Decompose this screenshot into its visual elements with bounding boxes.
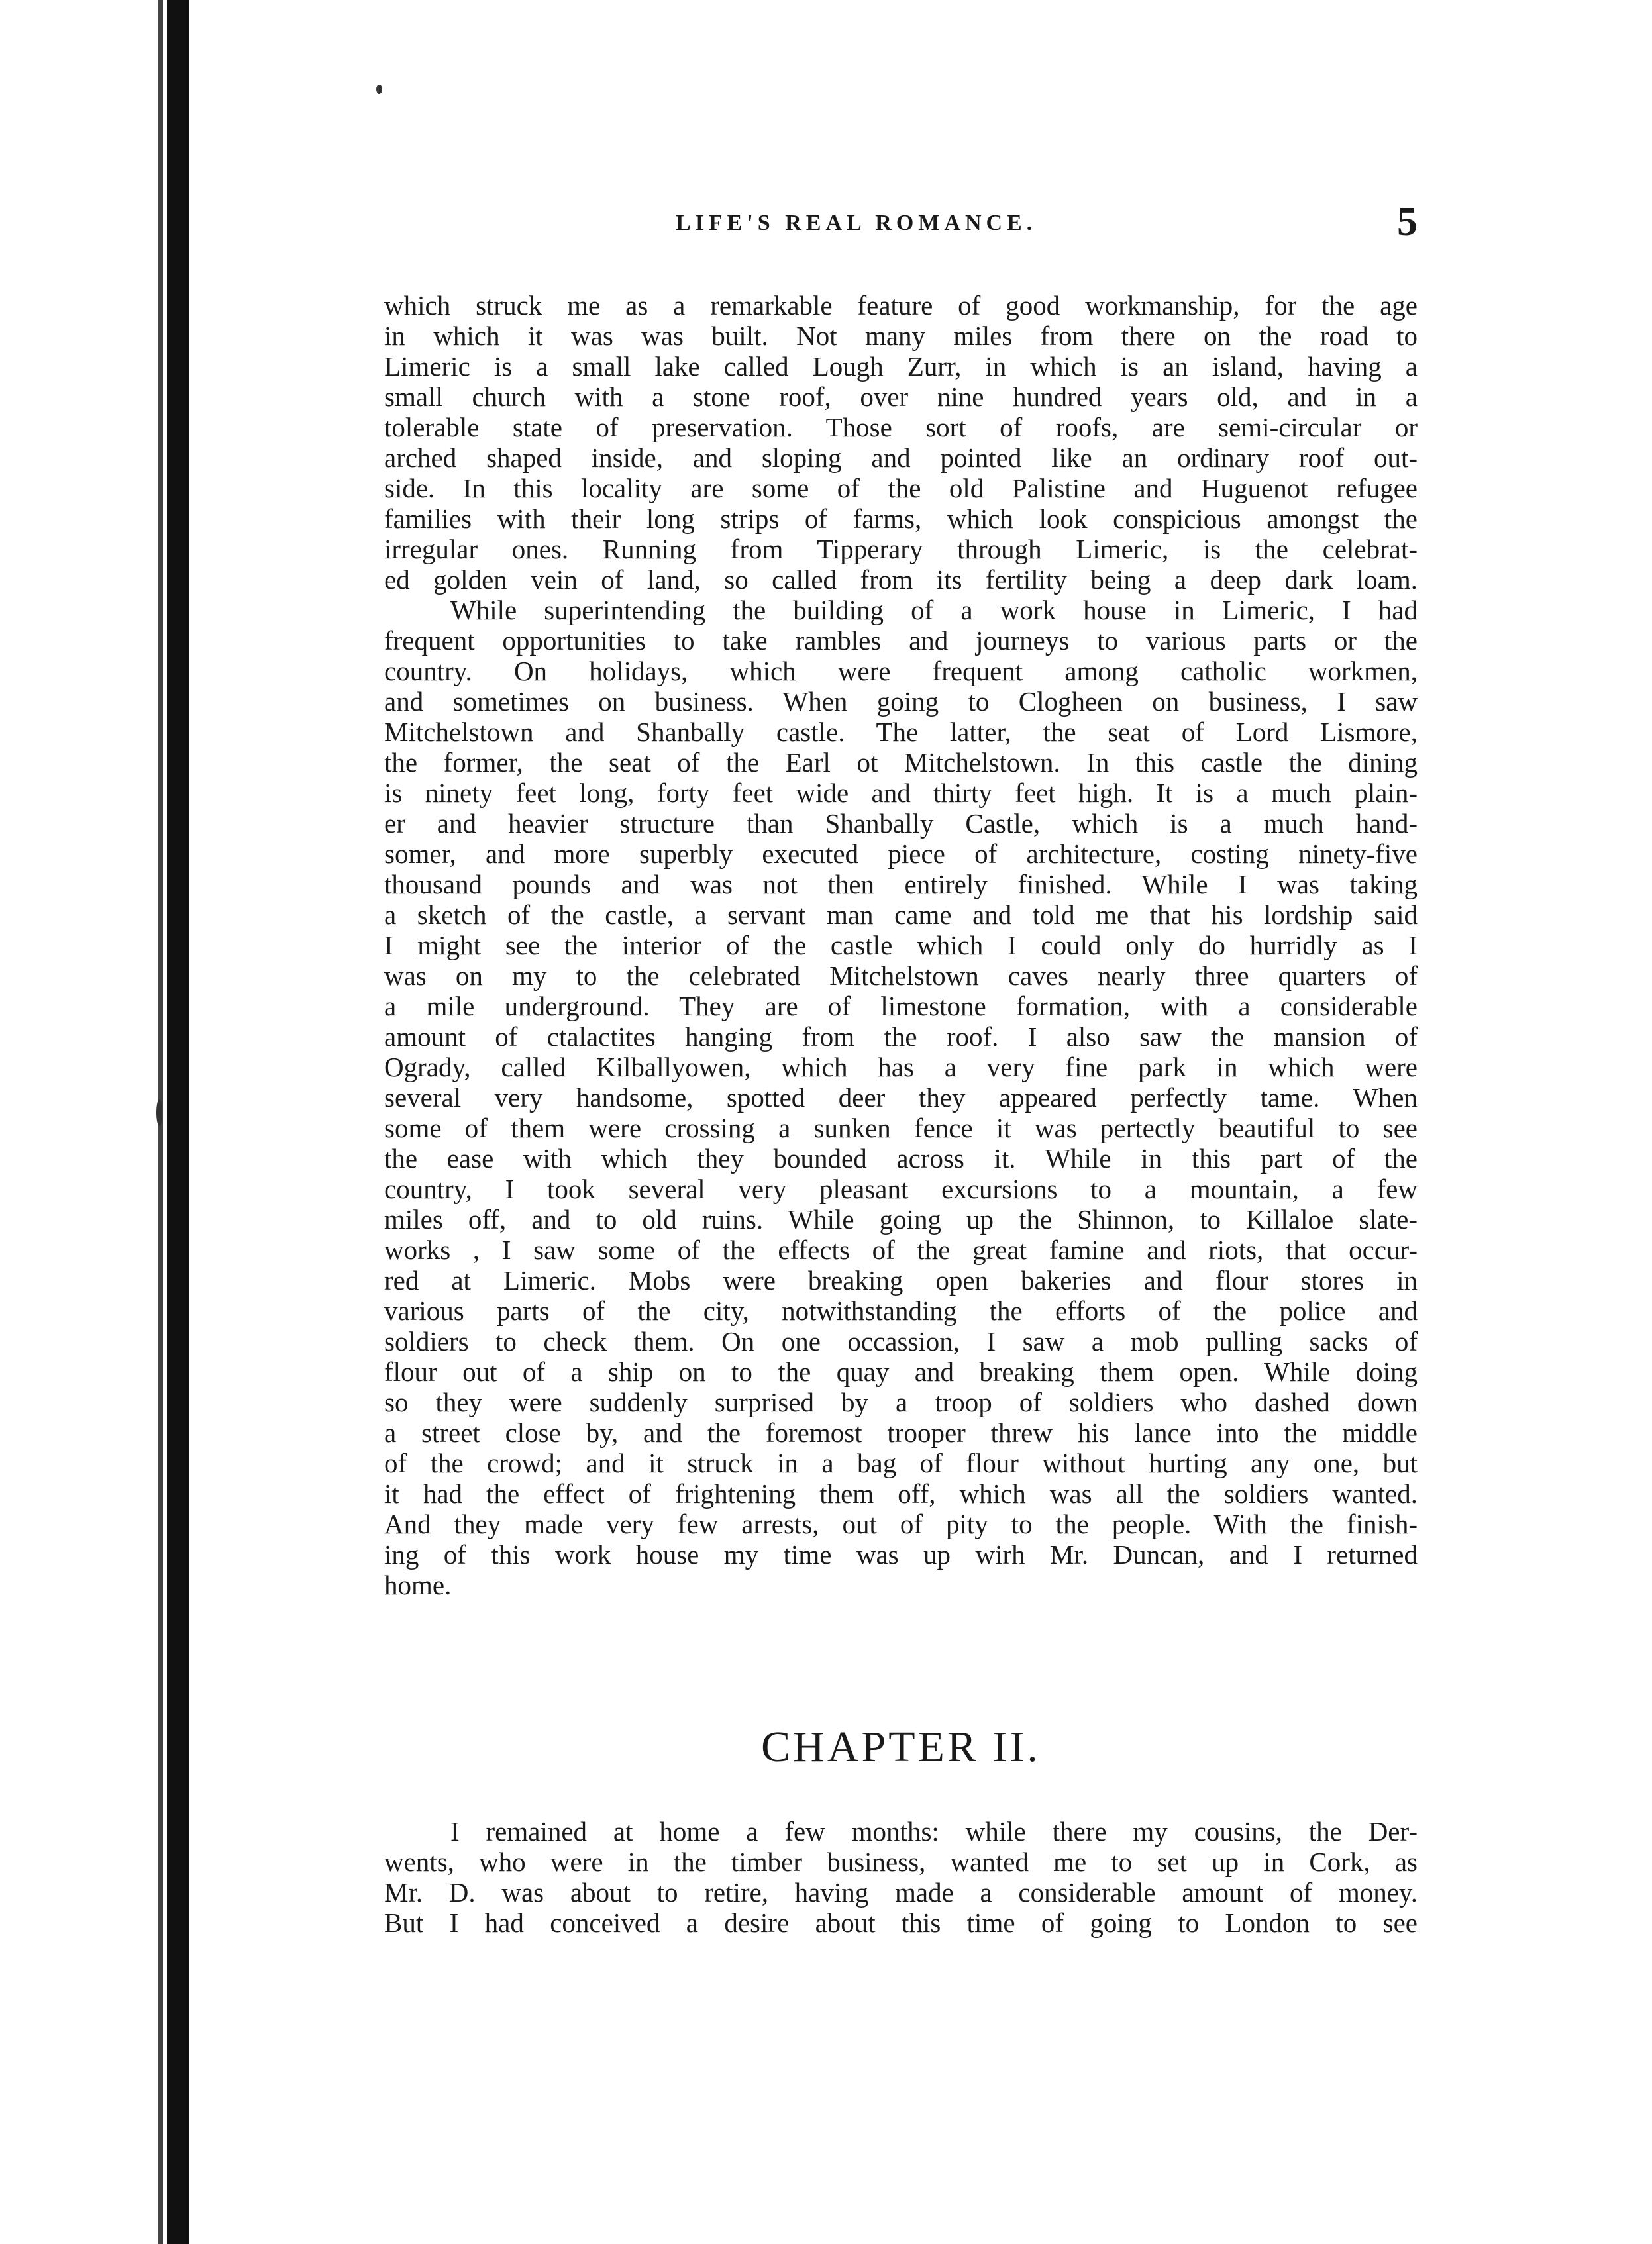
body-text (384, 290, 1418, 1600)
text-line: red at Limeric. Mobs were breaking open bakeries and flour stores in (384, 1265, 1418, 1296)
text-line: is ninety feet long, forty feet wide and thirty feet high. It is a much plain- (384, 778, 1418, 808)
text-line: so they were suddenly surprised by a troop of soldiers who dashed down (384, 1387, 1418, 1417)
text-line: And they made very few arrests, out of pity to the people. With the finish- (384, 1509, 1418, 1539)
text-line: it had the effect of frightening them off, which was all the soldiers wanted. (384, 1478, 1418, 1509)
scan-speck (376, 85, 382, 94)
text-line: several very handsome, spotted deer they appeared perfectly tame. When (384, 1082, 1418, 1113)
text-line: small church with a stone roof, over nine hundred years old, and in a (384, 382, 1418, 412)
text-line: country, I took several very pleasant excursions to a mountain, a few (384, 1174, 1418, 1204)
text-line: works , I saw some of the effects of the great famine and riots, that occur- (384, 1235, 1418, 1265)
text-line: While superintending the building of a work house in Limeric, I had (450, 595, 1418, 625)
paragraph (384, 595, 1418, 1600)
text-line: was on my to the celebrated Mitchelstown caves nearly three quarters of (384, 960, 1418, 991)
text-line: some of them were crossing a sunken fence it was pertectly beautiful to see (384, 1113, 1418, 1143)
text-line: amount of ctalactites hanging from the roof. I also saw the mansion of (384, 1021, 1418, 1052)
text-line: er and heavier structure than Shanbally Castle, which is a much hand- (384, 808, 1418, 839)
chapter-heading: CHAPTER II. (761, 1723, 1041, 1771)
running-head (384, 199, 1418, 252)
scan-speck (156, 1099, 162, 1126)
page-number: 5 (1397, 199, 1418, 244)
text-line: ing of this work house my time was up wirh Mr. Duncan, and I returned (384, 1539, 1418, 1570)
text-line: families with their long strips of farms, which look conspicious amongst the (384, 503, 1418, 534)
text-line: ed golden vein of land, so called from its fertility being a deep dark loam. (384, 564, 1418, 595)
text-line: and sometimes on business. When going to Clogheen on business, I saw (384, 686, 1418, 717)
text-line: Ogrady, called Kilballyowen, which has a very fine park in which were (384, 1052, 1418, 1082)
text-line: thousand pounds and was not then entirely finished. While I was taking (384, 869, 1418, 899)
text-line: the ease with which they bounded across it. While in this part of the (384, 1143, 1418, 1174)
text-line: a mile underground. They are of limestone formation, with a considerable (384, 991, 1418, 1021)
text-line: the former, the seat of the Earl ot Mitchelstown. In this castle the dining (384, 747, 1418, 778)
text-line: flour out of a ship on to the quay and breaking them open. While doing (384, 1356, 1418, 1387)
running-title: LIFE'S REAL ROMANCE. (676, 211, 1037, 235)
text-line: which struck me as a remarkable feature of good workmanship, for the age (384, 290, 1418, 321)
text-line: side. In this locality are some of the old Palistine and Huguenot refugee (384, 473, 1418, 503)
text-line: arched shaped inside, and sloping and pointed like an ordinary roof out- (384, 442, 1418, 473)
text-line: I might see the interior of the castle which I could only do hurridly as I (384, 930, 1418, 960)
text-line: a sketch of the castle, a servant man came and told me that his lordship said (384, 899, 1418, 930)
text-line: of the crowd; and it struck in a bag of flour without hurting any one, but (384, 1448, 1418, 1478)
text-line: irregular ones. Running from Tipperary through Limeric, is the celebrat- (384, 534, 1418, 564)
text-line: tolerable state of preservation. Those sort of roofs, are semi-circular or (384, 412, 1418, 442)
text-line: Mr. D. was about to retire, having made a considerable amount of money. (384, 1877, 1418, 1908)
text-line: various parts of the city, notwithstanding the efforts of the police and (384, 1296, 1418, 1326)
text-line: somer, and more superbly executed piece of architecture, costing ninety-five (384, 839, 1418, 869)
paragraph (384, 290, 1418, 595)
text-line: soldiers to check them. On one occassion, I saw a mob pulling sacks of (384, 1326, 1418, 1356)
text-line: wents, who were in the timber business, wanted me to set up in Cork, as (384, 1847, 1418, 1877)
text-line: home. (384, 1570, 452, 1600)
text-line: frequent opportunities to take rambles and journeys to various parts or the (384, 625, 1418, 656)
text-line: Mitchelstown and Shanbally castle. The latter, the seat of Lord Lismore, (384, 717, 1418, 747)
binding-edge (167, 0, 189, 2244)
text-line: in which it was was built. Not many miles from there on the road to (384, 321, 1418, 351)
chapter-opening-paragraph (384, 1816, 1418, 1938)
text-line: I remained at home a few months: while there my cousins, the Der- (450, 1816, 1418, 1847)
text-line: country. On holidays, which were frequent among catholic workmen, (384, 656, 1418, 686)
text-line: a street close by, and the foremost trooper threw his lance into the middle (384, 1417, 1418, 1448)
text-line: Limeric is a small lake called Lough Zurr, in which is an island, having a (384, 351, 1418, 382)
text-line: But I had conceived a desire about this time of going to London to see (384, 1908, 1418, 1938)
text-line: miles off, and to old ruins. While going up the Shinnon, to Killaloe slate- (384, 1204, 1418, 1235)
